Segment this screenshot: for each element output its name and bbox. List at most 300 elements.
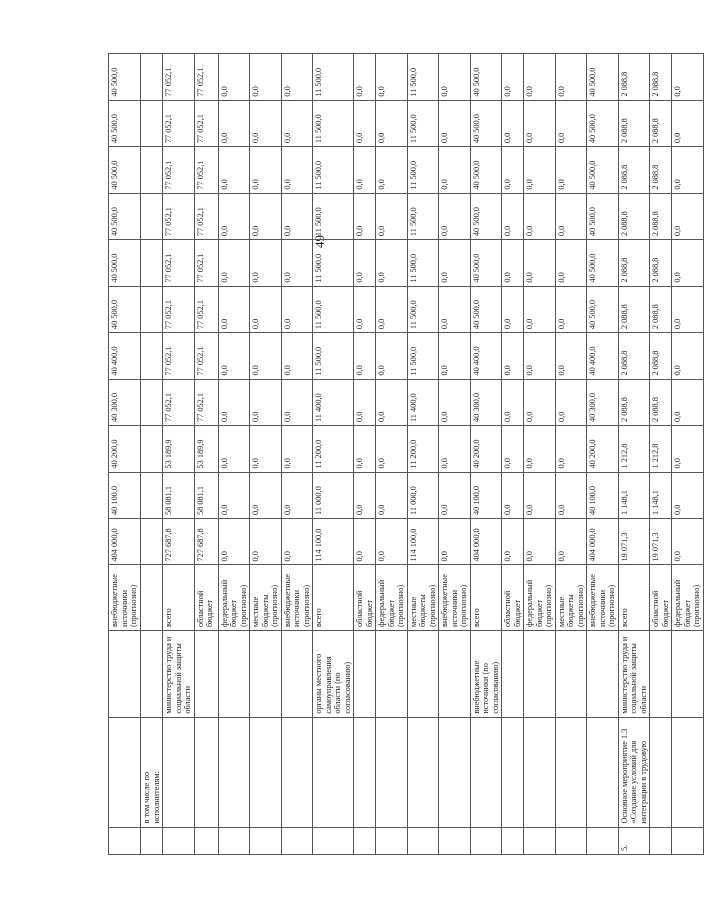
- value-cell: 40 500,0: [470, 54, 502, 101]
- value-cell: 0,0: [672, 286, 704, 332]
- value-cell: 0,0: [524, 240, 556, 286]
- table-row: [163, 54, 195, 855]
- value-cell: [141, 100, 163, 146]
- value-cell: 0,0: [439, 333, 471, 379]
- table-row: [109, 54, 141, 855]
- value-cell: 2 088,8: [650, 286, 672, 332]
- value-cell: 40 500,0: [587, 54, 619, 101]
- source-cell: внебюджетные источники (прогнозно): [439, 565, 471, 631]
- value-cell: 77 052,1: [163, 379, 195, 425]
- value-cell: 11 500,0: [407, 333, 439, 379]
- source-cell: федеральный бюджет (прогнозно): [376, 565, 408, 631]
- source-cell: областной бюджет: [354, 565, 376, 631]
- value-cell: 114 100,0: [407, 519, 439, 565]
- value-cell: 0,0: [555, 519, 587, 565]
- value-cell: 58 081,1: [194, 472, 218, 518]
- value-cell: 0,0: [672, 147, 704, 193]
- executor-cell: [555, 631, 587, 718]
- row-number-cell: [218, 827, 250, 854]
- value-cell: 40 500,0: [470, 193, 502, 239]
- value-cell: 0,0: [376, 426, 408, 472]
- executor-cell: [109, 631, 141, 718]
- value-cell: 0,0: [354, 426, 376, 472]
- value-cell: 77 052,1: [163, 286, 195, 332]
- value-cell: 11 200,0: [407, 426, 439, 472]
- measure-cell: [281, 717, 313, 827]
- value-cell: 11 500,0: [313, 193, 354, 239]
- value-cell: [141, 286, 163, 332]
- value-cell: 0,0: [672, 240, 704, 286]
- value-cell: 0,0: [439, 240, 471, 286]
- value-cell: 0,0: [502, 54, 524, 101]
- measure-cell: [218, 717, 250, 827]
- source-cell: федеральный бюджет (прогнозно): [524, 565, 556, 631]
- source-cell: всего: [470, 565, 502, 631]
- executor-cell: [354, 631, 376, 718]
- value-cell: 2 088,8: [618, 333, 650, 379]
- value-cell: 0,0: [524, 54, 556, 101]
- value-cell: 0,0: [439, 147, 471, 193]
- value-cell: 404 000,0: [470, 519, 502, 565]
- table-row: [141, 54, 163, 855]
- value-cell: 0,0: [524, 100, 556, 146]
- value-cell: 0,0: [672, 193, 704, 239]
- row-number-cell: [354, 827, 376, 854]
- value-cell: 0,0: [439, 286, 471, 332]
- value-cell: 0,0: [218, 472, 250, 518]
- value-cell: 0,0: [218, 286, 250, 332]
- value-cell: 2 088,8: [618, 147, 650, 193]
- rotated-table-wrapper: [108, 53, 701, 855]
- source-cell: местные бюджеты (прогнозно): [250, 565, 282, 631]
- table-row: [650, 54, 672, 855]
- value-cell: 0,0: [439, 519, 471, 565]
- value-cell: 0,0: [502, 147, 524, 193]
- row-number-cell: [524, 827, 556, 854]
- table-row: [587, 54, 619, 855]
- value-cell: 0,0: [502, 472, 524, 518]
- row-number-cell: [672, 827, 704, 854]
- value-cell: 0,0: [672, 379, 704, 425]
- value-cell: 40 100,0: [587, 472, 619, 518]
- measure-cell: [439, 717, 471, 827]
- value-cell: 0,0: [218, 100, 250, 146]
- value-cell: 1 148,1: [618, 472, 650, 518]
- measure-cell: [470, 717, 502, 827]
- value-cell: 0,0: [281, 426, 313, 472]
- row-number-cell: [313, 827, 354, 854]
- value-cell: 0,0: [354, 240, 376, 286]
- value-cell: 11 500,0: [313, 333, 354, 379]
- executor-cell: [672, 631, 704, 718]
- source-cell: областной бюджет: [502, 565, 524, 631]
- value-cell: 0,0: [218, 193, 250, 239]
- value-cell: 1 212,8: [650, 426, 672, 472]
- value-cell: 77 052,1: [163, 193, 195, 239]
- table-row: [194, 54, 218, 855]
- value-cell: 0,0: [524, 519, 556, 565]
- value-cell: 40 200,0: [109, 426, 141, 472]
- executor-cell: [376, 631, 408, 718]
- row-number-cell: [141, 827, 163, 854]
- value-cell: 40 500,0: [587, 193, 619, 239]
- source-cell: внебюджетные источники (прогнозно): [281, 565, 313, 631]
- value-cell: [141, 426, 163, 472]
- value-cell: 404 000,0: [109, 519, 141, 565]
- value-cell: 77 052,1: [194, 193, 218, 239]
- executor-cell: министерство труда и социальной защиты области: [163, 631, 195, 718]
- value-cell: 0,0: [250, 286, 282, 332]
- row-number-cell: [407, 827, 439, 854]
- executor-cell: [439, 631, 471, 718]
- value-cell: 77 052,1: [163, 54, 195, 101]
- value-cell: 0,0: [439, 472, 471, 518]
- value-cell: 0,0: [281, 240, 313, 286]
- table-row: [218, 54, 250, 855]
- value-cell: 11 500,0: [313, 286, 354, 332]
- value-cell: 77 052,1: [194, 240, 218, 286]
- value-cell: 0,0: [502, 519, 524, 565]
- executor-cell: органы местного самоуправления области (по согласованию): [313, 631, 354, 718]
- measure-cell: Основное мероприятие 1.3 «Создание условий для интеграции в трудовую: [618, 717, 650, 827]
- value-cell: 0,0: [218, 426, 250, 472]
- value-cell: 77 052,1: [194, 147, 218, 193]
- value-cell: 2 088,8: [650, 333, 672, 379]
- value-cell: 40 500,0: [587, 100, 619, 146]
- value-cell: 0,0: [439, 193, 471, 239]
- value-cell: 77 052,1: [194, 286, 218, 332]
- value-cell: 0,0: [555, 100, 587, 146]
- measure-cell: [354, 717, 376, 827]
- value-cell: 2 088,8: [618, 240, 650, 286]
- value-cell: 2 088,8: [650, 54, 672, 101]
- value-cell: 40 400,0: [109, 333, 141, 379]
- value-cell: 0,0: [672, 100, 704, 146]
- value-cell: 53 189,9: [163, 426, 195, 472]
- value-cell: 0,0: [218, 333, 250, 379]
- row-number-cell: [163, 827, 195, 854]
- page-number: 49: [312, 235, 327, 248]
- value-cell: 0,0: [555, 193, 587, 239]
- value-cell: 11 500,0: [313, 147, 354, 193]
- value-cell: 40 500,0: [470, 147, 502, 193]
- executor-cell: внебюджетные источники (по согласованию): [470, 631, 502, 718]
- executor-cell: [502, 631, 524, 718]
- value-cell: 11 500,0: [407, 54, 439, 101]
- value-cell: 0,0: [555, 54, 587, 101]
- value-cell: 0,0: [555, 472, 587, 518]
- value-cell: 0,0: [524, 286, 556, 332]
- value-cell: 0,0: [281, 193, 313, 239]
- row-number-cell: [650, 827, 672, 854]
- value-cell: 0,0: [218, 54, 250, 101]
- table-row: [407, 54, 439, 855]
- source-cell: местные бюджеты (прогнозно): [407, 565, 439, 631]
- executor-cell: [524, 631, 556, 718]
- value-cell: 40 400,0: [587, 333, 619, 379]
- value-cell: 0,0: [250, 426, 282, 472]
- value-cell: 0,0: [376, 100, 408, 146]
- source-cell: всего: [618, 565, 650, 631]
- source-cell: местные бюджеты (прогнозно): [555, 565, 587, 631]
- value-cell: 0,0: [672, 54, 704, 101]
- value-cell: 11 400,0: [313, 379, 354, 425]
- value-cell: 0,0: [250, 193, 282, 239]
- value-cell: 0,0: [281, 147, 313, 193]
- measure-cell: [313, 717, 354, 827]
- source-cell: федеральный бюджет (прогнозно): [672, 565, 704, 631]
- measure-cell: [587, 717, 619, 827]
- value-cell: 11 500,0: [313, 100, 354, 146]
- value-cell: 0,0: [250, 240, 282, 286]
- value-cell: 2 088,8: [618, 100, 650, 146]
- value-cell: 11 200,0: [313, 426, 354, 472]
- value-cell: 0,0: [672, 426, 704, 472]
- value-cell: 40 500,0: [470, 286, 502, 332]
- measure-cell: [524, 717, 556, 827]
- value-cell: [141, 147, 163, 193]
- value-cell: 0,0: [672, 519, 704, 565]
- table-row: [354, 54, 376, 855]
- row-number-cell: [502, 827, 524, 854]
- value-cell: 0,0: [354, 193, 376, 239]
- value-cell: 53 189,9: [194, 426, 218, 472]
- executor-cell: [218, 631, 250, 718]
- value-cell: 19 071,3: [618, 519, 650, 565]
- table-row: [672, 54, 704, 855]
- value-cell: 0,0: [354, 519, 376, 565]
- value-cell: 2 088,8: [650, 193, 672, 239]
- value-cell: 11 000,0: [313, 472, 354, 518]
- measure-cell: [163, 717, 195, 827]
- measure-cell: [250, 717, 282, 827]
- value-cell: 0,0: [218, 519, 250, 565]
- table-row: [502, 54, 524, 855]
- value-cell: 2 088,8: [618, 54, 650, 101]
- value-cell: 11 400,0: [407, 379, 439, 425]
- value-cell: 77 052,1: [163, 240, 195, 286]
- value-cell: 0,0: [672, 333, 704, 379]
- value-cell: 0,0: [250, 54, 282, 101]
- value-cell: 0,0: [281, 472, 313, 518]
- value-cell: 11 500,0: [407, 286, 439, 332]
- value-cell: 19 071,3: [650, 519, 672, 565]
- source-cell: всего: [163, 565, 195, 631]
- row-number-cell: [376, 827, 408, 854]
- value-cell: 0,0: [250, 472, 282, 518]
- value-cell: [141, 333, 163, 379]
- row-number-cell: [250, 827, 282, 854]
- table-body: [109, 54, 704, 855]
- value-cell: 0,0: [376, 147, 408, 193]
- value-cell: 0,0: [218, 240, 250, 286]
- value-cell: 0,0: [439, 100, 471, 146]
- value-cell: 0,0: [502, 426, 524, 472]
- source-cell: федеральный бюджет (прогнозно): [218, 565, 250, 631]
- value-cell: 77 052,1: [194, 379, 218, 425]
- value-cell: 0,0: [555, 240, 587, 286]
- value-cell: 40 500,0: [109, 193, 141, 239]
- value-cell: 0,0: [555, 379, 587, 425]
- value-cell: 40 500,0: [470, 100, 502, 146]
- value-cell: 0,0: [354, 379, 376, 425]
- value-cell: 2 088,8: [650, 240, 672, 286]
- value-cell: 40 300,0: [109, 379, 141, 425]
- value-cell: 40 500,0: [587, 286, 619, 332]
- value-cell: 77 052,1: [163, 333, 195, 379]
- value-cell: 40 500,0: [109, 286, 141, 332]
- value-cell: 2 088,8: [650, 379, 672, 425]
- source-cell: областной бюджет: [194, 565, 218, 631]
- value-cell: 0,0: [376, 54, 408, 101]
- value-cell: 0,0: [439, 426, 471, 472]
- value-cell: 0,0: [502, 193, 524, 239]
- value-cell: 0,0: [354, 286, 376, 332]
- value-cell: 1 212,8: [618, 426, 650, 472]
- row-number-cell: [194, 827, 218, 854]
- value-cell: 11 500,0: [407, 193, 439, 239]
- value-cell: 0,0: [376, 379, 408, 425]
- value-cell: 727 687,8: [194, 519, 218, 565]
- source-cell: [141, 565, 163, 631]
- row-number-cell: [109, 827, 141, 854]
- measure-cell: [407, 717, 439, 827]
- value-cell: 40 200,0: [587, 426, 619, 472]
- row-number-cell: [281, 827, 313, 854]
- value-cell: 11 500,0: [313, 240, 354, 286]
- table-row: [313, 54, 354, 855]
- value-cell: 0,0: [354, 472, 376, 518]
- value-cell: 40 500,0: [109, 240, 141, 286]
- source-cell: всего: [313, 565, 354, 631]
- value-cell: 0,0: [354, 54, 376, 101]
- value-cell: 727 687,8: [163, 519, 195, 565]
- value-cell: 0,0: [250, 100, 282, 146]
- table-row: [555, 54, 587, 855]
- value-cell: 0,0: [524, 147, 556, 193]
- value-cell: 0,0: [555, 286, 587, 332]
- row-number-cell: [470, 827, 502, 854]
- value-cell: 0,0: [218, 379, 250, 425]
- value-cell: [141, 240, 163, 286]
- value-cell: 40 300,0: [587, 379, 619, 425]
- value-cell: 0,0: [281, 54, 313, 101]
- row-number-cell: 5.: [618, 827, 650, 854]
- budget-table: [108, 53, 704, 855]
- executor-cell: [281, 631, 313, 718]
- value-cell: [141, 519, 163, 565]
- source-cell: внебюджетные источники (прогнозно): [109, 565, 141, 631]
- value-cell: 0,0: [502, 286, 524, 332]
- value-cell: 40 500,0: [470, 240, 502, 286]
- value-cell: 0,0: [524, 333, 556, 379]
- value-cell: 0,0: [524, 472, 556, 518]
- executor-cell: [650, 631, 672, 718]
- value-cell: 0,0: [250, 147, 282, 193]
- value-cell: 11 000,0: [407, 472, 439, 518]
- value-cell: 77 052,1: [163, 147, 195, 193]
- executor-cell: [407, 631, 439, 718]
- value-cell: 0,0: [439, 54, 471, 101]
- executor-cell: [194, 631, 218, 718]
- value-cell: 0,0: [376, 240, 408, 286]
- executor-cell: [250, 631, 282, 718]
- value-cell: 77 052,1: [163, 100, 195, 146]
- table-row: [524, 54, 556, 855]
- value-cell: 0,0: [218, 147, 250, 193]
- value-cell: 0,0: [281, 286, 313, 332]
- measure-cell: [672, 717, 704, 827]
- value-cell: 0,0: [354, 100, 376, 146]
- row-number-cell: [587, 827, 619, 854]
- measure-cell: [555, 717, 587, 827]
- value-cell: 0,0: [281, 100, 313, 146]
- value-cell: 11 500,0: [407, 100, 439, 146]
- value-cell: 40 500,0: [587, 147, 619, 193]
- value-cell: 40 100,0: [109, 472, 141, 518]
- value-cell: 77 052,1: [194, 54, 218, 101]
- source-cell: областной бюджет: [650, 565, 672, 631]
- value-cell: 40 400,0: [470, 333, 502, 379]
- value-cell: [141, 379, 163, 425]
- value-cell: 0,0: [376, 286, 408, 332]
- value-cell: [141, 193, 163, 239]
- measure-cell: [650, 717, 672, 827]
- value-cell: 2 088,8: [618, 193, 650, 239]
- value-cell: 0,0: [672, 472, 704, 518]
- value-cell: 0,0: [502, 379, 524, 425]
- value-cell: 0,0: [354, 147, 376, 193]
- value-cell: 0,0: [354, 333, 376, 379]
- value-cell: 0,0: [281, 519, 313, 565]
- value-cell: 0,0: [502, 240, 524, 286]
- table-row: [376, 54, 408, 855]
- value-cell: 77 052,1: [194, 100, 218, 146]
- value-cell: 2 088,8: [650, 147, 672, 193]
- value-cell: 0,0: [555, 426, 587, 472]
- value-cell: 0,0: [376, 193, 408, 239]
- value-cell: 40 500,0: [109, 147, 141, 193]
- table-row: [618, 54, 650, 855]
- value-cell: 0,0: [555, 147, 587, 193]
- table-row: [470, 54, 502, 855]
- value-cell: 0,0: [250, 333, 282, 379]
- row-number-cell: [555, 827, 587, 854]
- measure-cell: [376, 717, 408, 827]
- measure-cell: [109, 717, 141, 827]
- value-cell: 11 500,0: [407, 147, 439, 193]
- value-cell: 0,0: [250, 379, 282, 425]
- value-cell: 404 000,0: [587, 519, 619, 565]
- value-cell: 0,0: [376, 519, 408, 565]
- executor-cell: министерство труда и социальной защиты области: [618, 631, 650, 718]
- value-cell: 2 088,8: [618, 379, 650, 425]
- value-cell: 40 100,0: [470, 472, 502, 518]
- value-cell: [141, 472, 163, 518]
- value-cell: 0,0: [376, 333, 408, 379]
- value-cell: 0,0: [502, 333, 524, 379]
- measure-cell: [194, 717, 218, 827]
- value-cell: 77 052,1: [194, 333, 218, 379]
- value-cell: 114 100,0: [313, 519, 354, 565]
- value-cell: 0,0: [439, 379, 471, 425]
- value-cell: 40 500,0: [109, 54, 141, 101]
- source-cell: внебюджетные источники (прогнозно): [587, 565, 619, 631]
- row-number-cell: [439, 827, 471, 854]
- value-cell: 0,0: [281, 379, 313, 425]
- value-cell: 0,0: [376, 472, 408, 518]
- table-row: [439, 54, 471, 855]
